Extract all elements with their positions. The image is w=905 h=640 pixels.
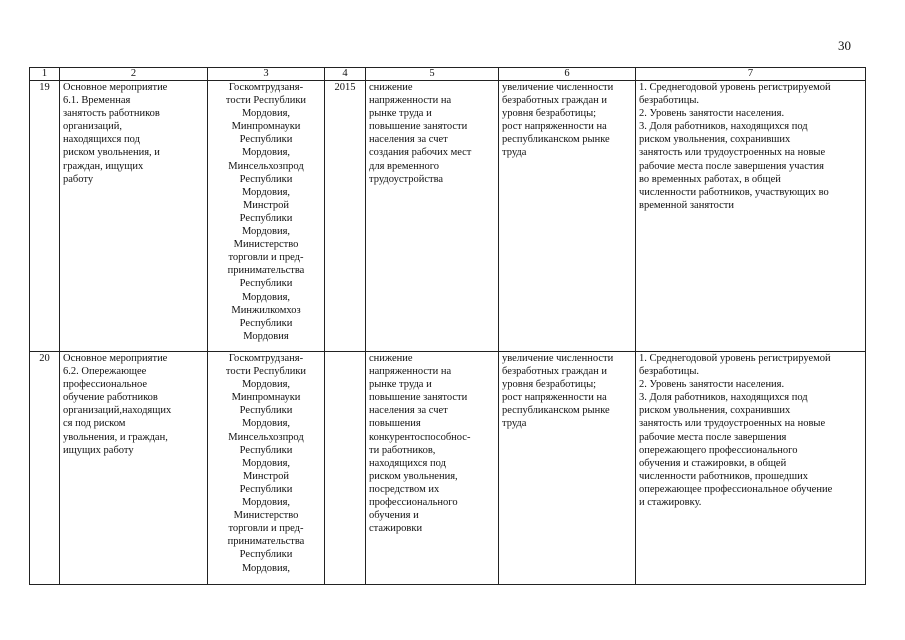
cell-text-line: Мордовия, [241, 379, 291, 391]
cell-text-line: Минстрой [242, 470, 290, 482]
cell-text-line: 1. Среднегодовой уровень регистрируемой [639, 353, 831, 364]
cell-text-line: опережающего профессионального [639, 444, 798, 456]
cell-text-line: рост напряженности на [502, 392, 607, 404]
cell-text-line: безработных граждан и [502, 95, 607, 107]
cell-text-line: Мордовия, [241, 108, 291, 120]
cell-text-line: 1. Среднегодовой уровень регистрируемой [639, 82, 831, 93]
header-cell: 3 [208, 68, 325, 81]
cell-text-line: трудоустройства [369, 173, 444, 185]
table-row [30, 352, 866, 585]
cell-text-line: создания рабочих мест [369, 147, 472, 159]
cell-text-line: Мордовия, [241, 147, 291, 159]
cell-text-line: Основное мероприятие [63, 82, 168, 93]
cell-text-line: 3. Доля работников, находящихся под [639, 392, 808, 404]
cell-text-line: Республики [239, 173, 293, 185]
expected-result-cell [366, 81, 499, 352]
cell-text-line: Мордовия, [241, 562, 291, 574]
cell-text-line: Республики [239, 549, 293, 561]
cell-text-line: Республики [239, 317, 293, 329]
cell-text-line: тости Республики [225, 95, 307, 107]
cell-text-line: Республики [239, 134, 293, 146]
cell-text-line: занятость работников [63, 108, 160, 120]
cell-text-line: 6.1. Временная [63, 95, 131, 107]
cell-text-line: повышения [369, 418, 421, 430]
cell-text-line: 2. Уровень занятости населения. [639, 108, 785, 120]
cell-text-line: Министерство [233, 510, 299, 522]
cell-text-line: населения за счет [369, 405, 448, 417]
cell-text-line: Республики [239, 278, 293, 290]
cell-text-line: рынке труда и [369, 108, 432, 120]
executors-cell [208, 352, 325, 585]
indicators-cell [636, 81, 866, 352]
cell-text-line: находящихся под [63, 134, 140, 146]
cell-text-line: Республики [239, 444, 293, 456]
cell-text-line: Основное мероприятие [63, 353, 168, 364]
cell-text-line: рынке труда и [369, 379, 432, 391]
cell-text-line: Госкомтрудзаня- [228, 82, 304, 93]
cell-text-line: повышение занятости [369, 121, 468, 133]
cell-text-line: временной занятости [639, 199, 734, 211]
cell-text-line: республиканском рынке [502, 405, 610, 417]
year-cell: 2015 [325, 81, 366, 352]
cell-text-line: увеличение численности [502, 82, 614, 93]
cell-text-line: организаций, [63, 121, 122, 133]
cell-text-line: Госкомтрудзаня- [228, 353, 304, 364]
page-number: 30 [838, 38, 851, 53]
cell-text-line: снижение [369, 353, 413, 364]
cell-text-line: ищущих работу [63, 444, 134, 456]
cell-text-line: обучение работников [63, 392, 158, 404]
cell-text-line: снижение [369, 82, 413, 93]
cell-text-line: риском увольнения, сохранивших [639, 134, 791, 146]
cell-text-line: обучения и стажировки, в общей [639, 457, 787, 469]
cell-text-line: для временного [369, 160, 439, 172]
table-row [30, 81, 866, 352]
year-cell [325, 352, 366, 585]
cell-text-line: профессиональное [63, 379, 148, 391]
cell-text-line: граждан, ищущих [63, 160, 144, 172]
cell-text-line: уровня безработицы; [502, 108, 597, 120]
cell-text-line: 2. Уровень занятости населения. [639, 379, 785, 391]
cell-text-line: численности работников, участвующих во [639, 186, 829, 198]
cell-text-line: уровня безработицы; [502, 379, 597, 391]
cell-text-line: организаций,находящих [63, 405, 172, 417]
cell-text-line: опережающее профессиональное обучение [639, 483, 833, 495]
cell-text-line: безработицы. [639, 95, 700, 107]
cell-text-line: Минстрой [242, 199, 290, 211]
cell-text-line: Минжилкомхоз [231, 304, 301, 316]
cell-text-line: риском увольнения, [369, 470, 458, 482]
cell-text-line: Министерство [233, 239, 299, 251]
cell-text-line: занятость или трудоустроенных на новые [639, 418, 826, 430]
cell-text-line: Мордовия, [241, 226, 291, 238]
cell-text-line: Мордовия, [241, 497, 291, 509]
cell-text-line: рост напряженности на [502, 121, 607, 133]
program-table [29, 67, 866, 585]
header-cell: 1 [30, 68, 60, 81]
cell-text-line: торговли и пред- [228, 252, 304, 264]
header-cell: 2 [60, 68, 208, 81]
cell-text-line: риском увольнения, сохранивших [639, 405, 791, 417]
cell-text-line: занятость или трудоустроенных на новые [639, 147, 826, 159]
cell-text-line: повышение занятости [369, 392, 468, 404]
cell-text-line: республиканском рынке [502, 134, 610, 146]
cell-text-line: Республики [239, 405, 293, 417]
cell-text-line: Минпромнауки [231, 121, 301, 133]
cell-text-line: Республики [239, 483, 293, 495]
row-number-cell: 19 [30, 81, 60, 352]
cell-text-line: труда [502, 147, 527, 159]
cell-text-line: торговли и пред- [228, 523, 304, 535]
cell-text-line: труда [502, 418, 527, 430]
cell-text-line: напряженности на [369, 366, 452, 378]
activity-name-cell [60, 81, 208, 352]
cell-text-line: стажировки [369, 523, 423, 535]
cell-text-line: безработицы. [639, 366, 700, 378]
header-cell: 4 [325, 68, 366, 81]
header-cell: 7 [636, 68, 866, 81]
cell-text-line: напряженности на [369, 95, 452, 107]
cell-text-line: Мордовия [243, 330, 289, 342]
cell-text-line: увеличение численности [502, 353, 614, 364]
cell-text-line: Республики [239, 212, 293, 224]
cell-text-line: Мордовия, [241, 457, 291, 469]
cell-text-line: Минпромнауки [231, 392, 301, 404]
cell-text-line: рабочие места после завершения участия [639, 160, 824, 172]
cell-text-line: конкурентоспособнос- [369, 431, 471, 443]
cell-text-line: Минсельхозпрод [228, 431, 304, 443]
cell-text-line: обучения и [369, 510, 419, 522]
executors-cell [208, 81, 325, 352]
cell-text-line: Мордовия, [241, 418, 291, 430]
cell-text-line: увольнения, и граждан, [63, 431, 168, 443]
expected-result-cell [366, 352, 499, 585]
cell-text-line: и стажировку. [639, 497, 702, 509]
indicators-cell [636, 352, 866, 585]
cell-text-line: 3. Доля работников, находящихся под [639, 121, 808, 133]
cell-text-line: профессионального [369, 497, 458, 509]
cell-text-line: посредством их [369, 483, 440, 495]
cell-text-line: ти работников, [369, 444, 436, 456]
cell-text-line: Мордовия, [241, 186, 291, 198]
cell-text-line: рабочие места после завершения [639, 431, 787, 443]
row-number-cell: 20 [30, 352, 60, 585]
cell-text-line: во временных работах, в общей [639, 173, 781, 185]
consequences-cell [499, 81, 636, 352]
header-cell: 6 [499, 68, 636, 81]
cell-text-line: принимательства [227, 536, 305, 548]
cell-text-line: Мордовия, [241, 291, 291, 303]
cell-text-line: принимательства [227, 265, 305, 277]
table-header-row [30, 68, 866, 81]
cell-text-line: ся под риском [63, 418, 126, 430]
cell-text-line: 6.2. Опережающее [63, 366, 147, 378]
cell-text-line: населения за счет [369, 134, 448, 146]
cell-text-line: работу [63, 173, 94, 185]
activity-name-cell [60, 352, 208, 585]
cell-text-line: риском увольнения, и [63, 147, 160, 159]
cell-text-line: Минсельхозпрод [228, 160, 304, 172]
cell-text-line: безработных граждан и [502, 366, 607, 378]
header-cell: 5 [366, 68, 499, 81]
cell-text-line: тости Республики [225, 366, 307, 378]
cell-text-line: численности работников, прошедших [639, 470, 808, 482]
consequences-cell [499, 352, 636, 585]
cell-text-line: находящихся под [369, 457, 446, 469]
